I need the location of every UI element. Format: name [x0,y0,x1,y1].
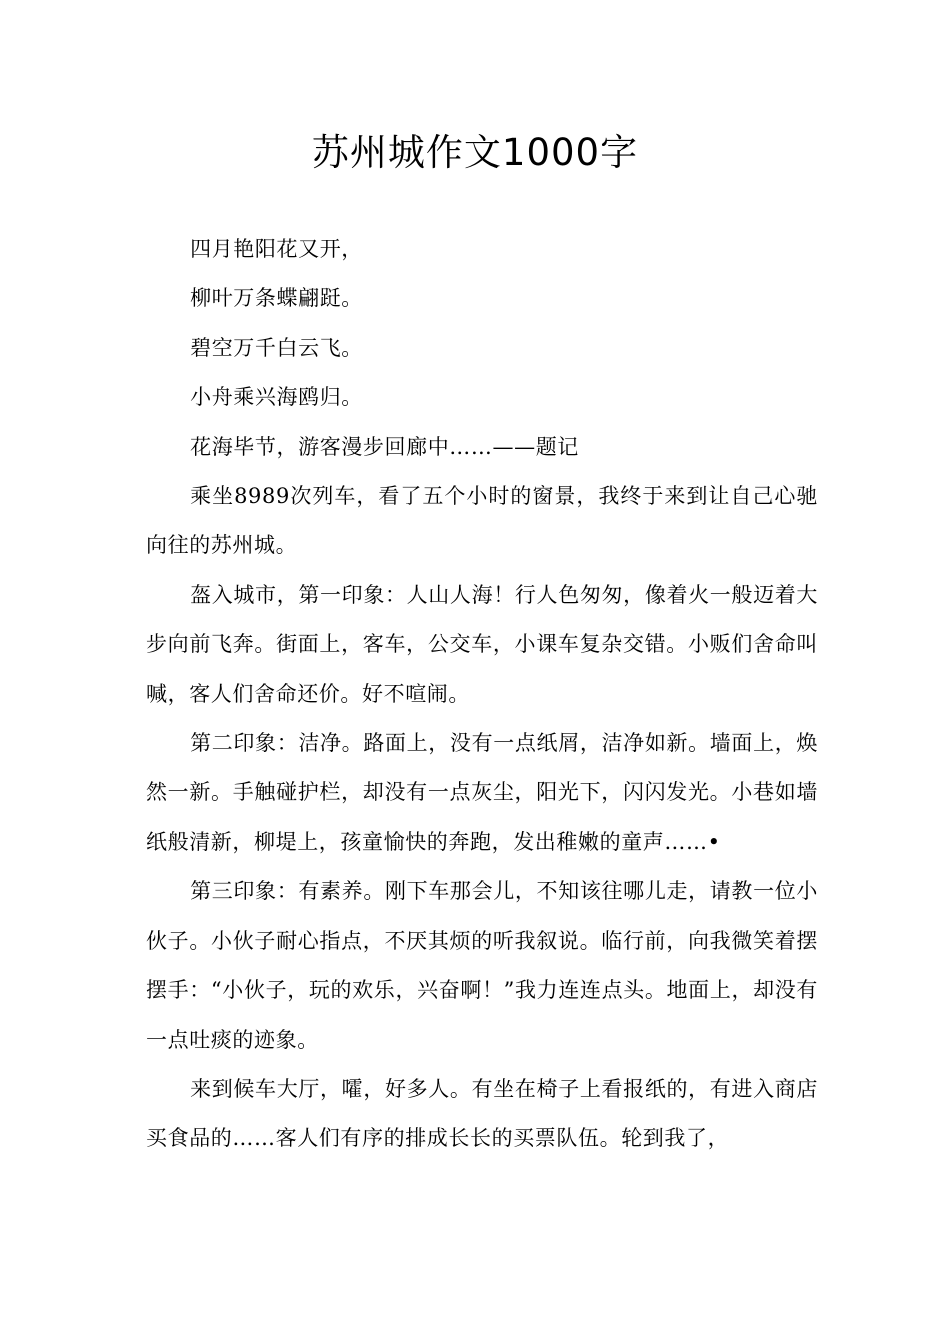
paragraph: 柳叶万条蝶翩跹。 [190,286,363,311]
paragraph: 碧空万千白云飞。 [190,335,363,360]
document-body [146,225,818,1164]
paragraph: 乘坐8989次列车，看了五个小时的窗景，我终于来到让自己心驰向往的苏州城。 [146,484,818,558]
document-title: 苏州城作文1000字 [311,131,639,174]
paragraph: 第二印象：洁净。路面上，没有一点纸屑，洁净如新。墙面上，焕然一新。手触碰护栏，却没有一点灰尘，阳光下，闪闪发光。小巷如墙纸般清新，柳堤上，孩童愉快的奔跑，发出稚嫩的童声……• [146,731,818,854]
paragraph: 花海毕节，游客漫步回廊中……——题记 [190,434,579,459]
paragraph: 第三印象：有素养。刚下车那会儿，不知该往哪儿走，请教一位小伙子。小伙子耐心指点，不厌其烦的听我叙说。临行前，向我微笑着摆摆手：“小伙子，玩的欢乐，兴奋啊！”我力连连点头。地面上，却没有一点吐痰的迹象。 [146,879,818,1052]
paragraph: 盔入城市，第一印象：人山人海！行人色匆匆，像着火一般迈着大步向前飞奔。街面上，客车，公交车，小课车复杂交错。小贩们舍命叫喊，客人们舍命还价。好不喧闹。 [146,582,818,706]
paragraph: 小舟乘兴海鸥归。 [190,385,363,410]
paragraph: 来到候车大厅，嚯，好多人。有坐在椅子上看报纸的，有进入商店买食品的……客人们有序的排成长长的买票队伍。轮到我了， [146,1076,818,1151]
paragraph: 四月艳阳花又开， [190,237,363,261]
